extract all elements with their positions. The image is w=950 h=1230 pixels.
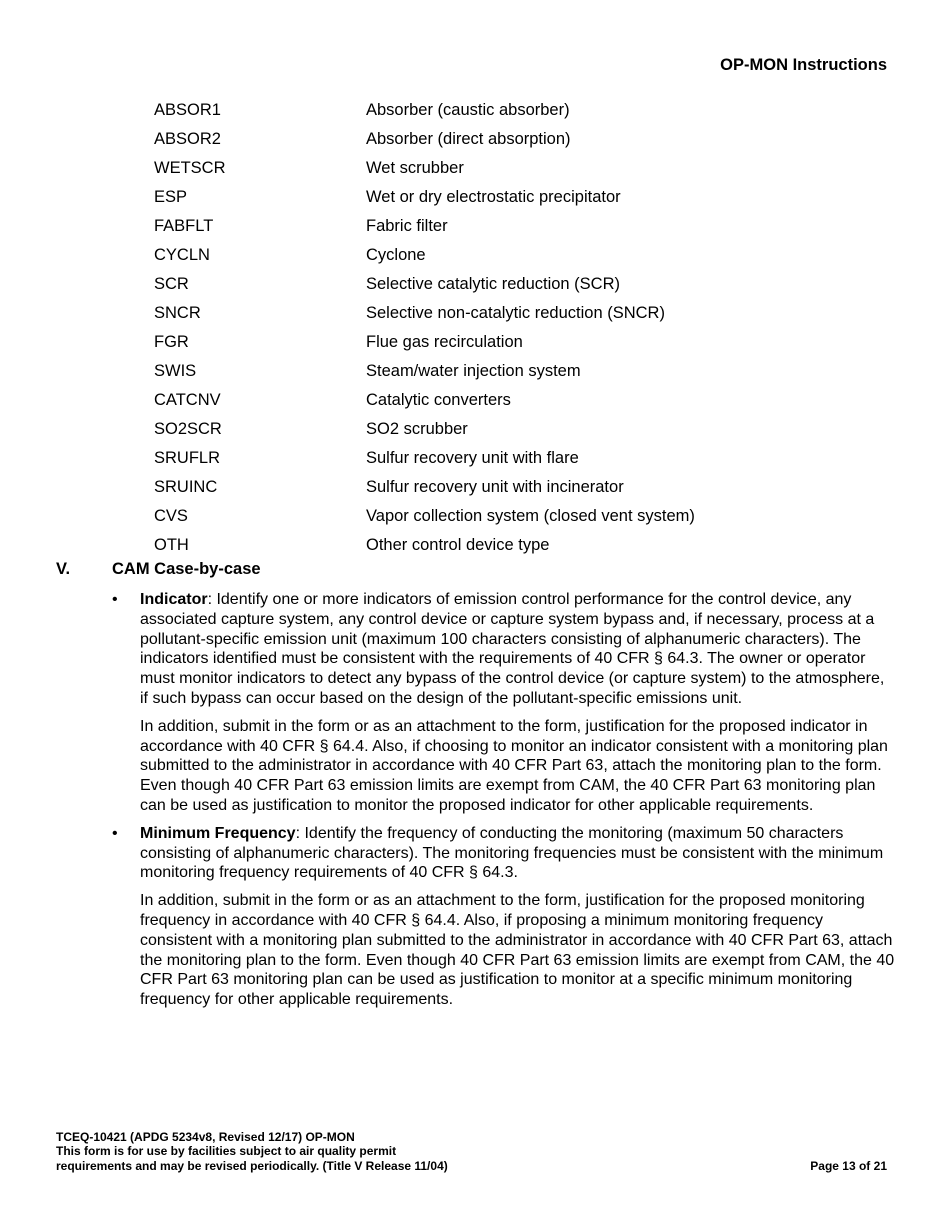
page-header-title: OP-MON Instructions [720, 56, 887, 74]
table-row [154, 125, 874, 154]
table-row [154, 212, 874, 241]
table-row [154, 502, 874, 531]
page-number: Page 13 of 21 [810, 1159, 887, 1173]
bullet-icon: • [112, 591, 118, 608]
device-code: FGR [154, 333, 189, 351]
device-code: SO2SCR [154, 420, 222, 438]
device-code: CVS [154, 507, 188, 525]
device-description: Sulfur recovery unit with flare [366, 449, 579, 467]
table-row [154, 444, 874, 473]
device-code: ABSOR1 [154, 101, 221, 119]
bullet-paragraph [140, 824, 896, 883]
device-description: Flue gas recirculation [366, 333, 523, 351]
device-description: Vapor collection system (closed vent system) [366, 507, 695, 525]
device-code: CYCLN [154, 246, 210, 264]
device-description: SO2 scrubber [366, 420, 468, 438]
device-code: CATCNV [154, 391, 221, 409]
bullet-followup: In addition, submit in the form or as an attachment to the form, justification for the proposed monitoring frequency in accordance with 40 CFR § 64.4. Also, if proposing a minimum monitoring frequency consistent with a monitoring plan submitted to the administrator in accordance with 40 CFR Part 63, attach the monitoring plan to the form. Even though 40 CFR Part 63 emission limits are exempt from CAM, the 40 CFR Part 63 monitoring plan can be used as justification to monitor at a specific minimum monitoring frequency for other applicable requirements. [140, 892, 895, 1009]
table-row [154, 473, 874, 502]
device-code: SWIS [154, 362, 197, 380]
section-title: CAM Case-by-case [112, 560, 261, 578]
table-row [154, 96, 874, 125]
device-description: Other control device type [366, 536, 550, 554]
table-row [154, 357, 874, 386]
table-row [154, 299, 874, 328]
device-code: FABFLT [154, 217, 214, 235]
table-row [154, 415, 874, 444]
device-description: Wet scrubber [366, 159, 464, 177]
bullet-minimum-frequency [112, 824, 896, 1010]
section-heading [56, 560, 261, 579]
device-description: Selective non-catalytic reduction (SNCR) [366, 304, 665, 322]
bullet-paragraph [140, 590, 896, 709]
control-device-code-table [154, 96, 874, 560]
device-code: SCR [154, 275, 189, 293]
device-description: Steam/water injection system [366, 362, 581, 380]
bullet-followup: In addition, submit in the form or as an attachment to the form, justification for the proposed indicator in accordance with 40 CFR § 64.4. Also, if choosing to monitor an indicator consistent with a monitoring plan submitted to the administrator in accordance with 40 CFR Part 63, attach the monitoring plan to the form. Even though 40 CFR Part 63 emission limits are exempt from CAM, the 40 CFR Part 63 monitoring plan can be used as justification to monitor the proposed indicator for other applicable requirements. [140, 717, 888, 814]
table-row [154, 531, 874, 560]
table-row [154, 386, 874, 415]
device-code: SRUFLR [154, 449, 221, 467]
footer-form-info [56, 1130, 448, 1173]
device-description: Selective catalytic reduction (SCR) [366, 275, 621, 293]
table-row [154, 328, 874, 357]
bullet-text: : Identify one or more indicators of emission control performance for the control device, any associated capture system, any control device or capture system bypass and, if necessary, process at a pollutant-specific emission unit (maximum 100 characters consisting of alphanumeric characters). The indicators identified must be consistent with the requirements of 40 CFR § 64.3. The owner or operator must monitor indicators to detect any bypass of the control device (or capture system) to the atmosphere, if such bypass can occur based on the design of the pollutant-specific emissions unit. [140, 591, 885, 707]
footer-line: requirements and may be revised periodically. (Title V Release 11/04) [56, 1158, 448, 1173]
section-content [112, 590, 896, 1018]
bullet-term: Indicator [140, 591, 208, 608]
bullet-term: Minimum Frequency [140, 824, 296, 842]
section-number: V. [56, 560, 71, 578]
device-description: Catalytic converters [366, 391, 511, 409]
table-row [154, 270, 874, 299]
bullet-icon: • [112, 824, 118, 842]
bullet-text: : Identify the frequency of conducting the monitoring (maximum 50 characters consisting of alphanumeric characters). The monitoring frequencies must be consistent with the minimum monitoring frequency requirements of 40 CFR § 64.3. [140, 824, 884, 882]
table-row [154, 183, 874, 212]
device-code: WETSCR [154, 159, 226, 177]
footer-line: This form is for use by facilities subject to air quality permit [56, 1144, 397, 1159]
bullet-indicator [112, 590, 896, 816]
footer-line: TCEQ-10421 (APDG 5234v8, Revised 12/17) OP-MON [56, 1130, 355, 1144]
device-code: ESP [154, 188, 188, 206]
table-row [154, 241, 874, 270]
device-code: SRUINC [154, 478, 218, 496]
device-code: SNCR [154, 304, 201, 322]
device-description: Sulfur recovery unit with incinerator [366, 478, 624, 496]
device-description: Absorber (caustic absorber) [366, 101, 570, 119]
table-row [154, 154, 874, 183]
device-description: Wet or dry electrostatic precipitator [366, 188, 621, 206]
device-code: OTH [154, 536, 189, 554]
device-description: Absorber (direct absorption) [366, 130, 571, 148]
device-code: ABSOR2 [154, 130, 221, 148]
device-description: Cyclone [366, 246, 426, 264]
device-description: Fabric filter [366, 217, 448, 235]
